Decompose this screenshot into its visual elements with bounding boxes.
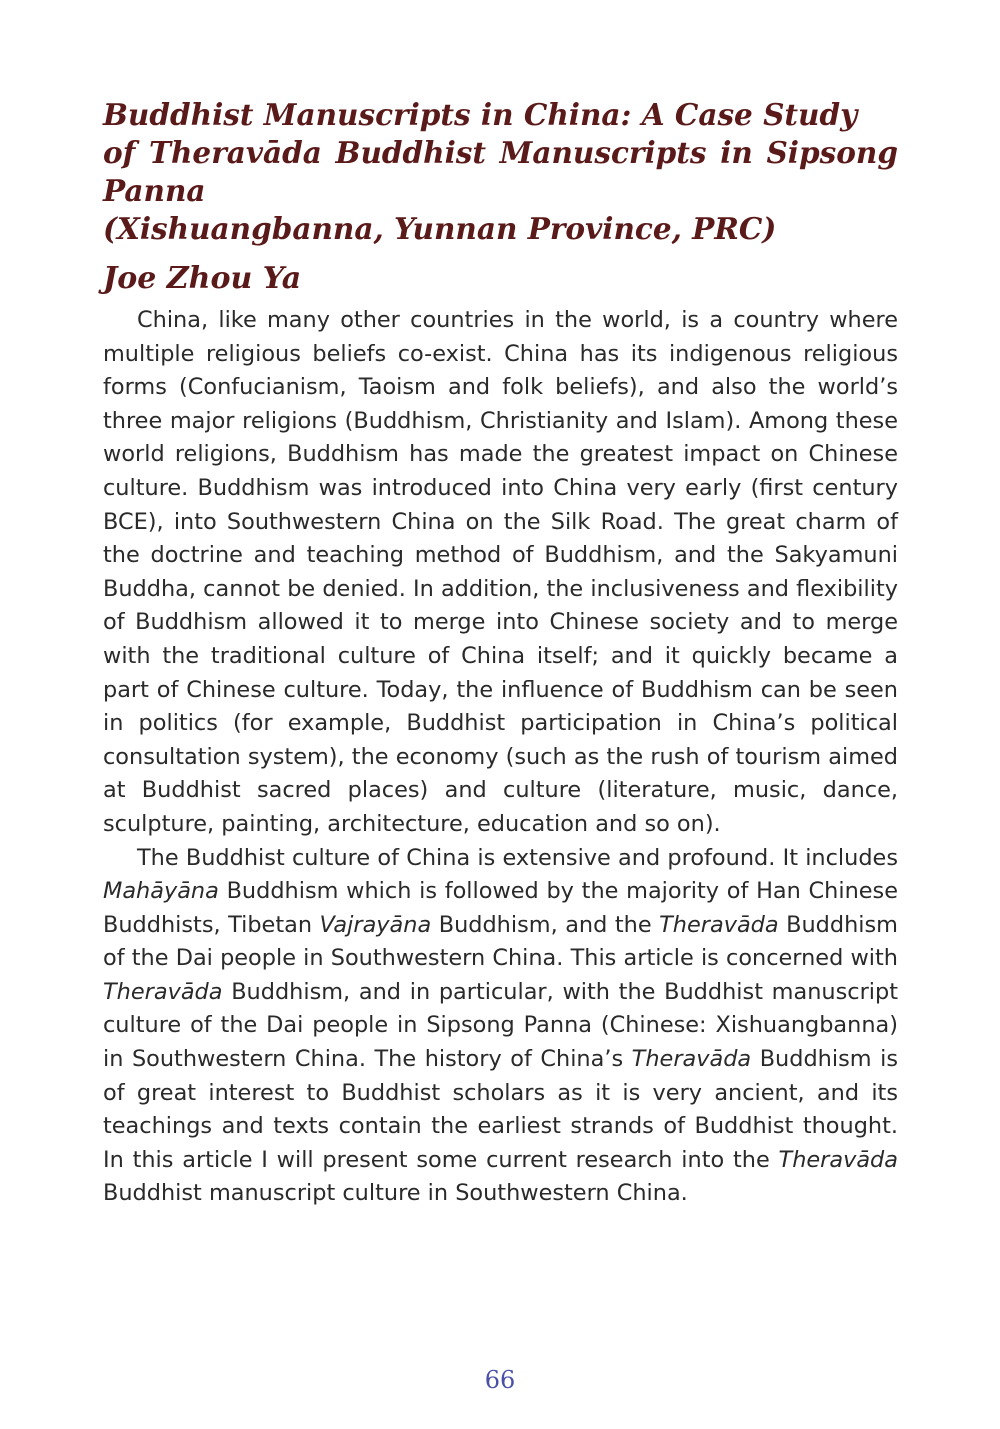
author-name: Joe Zhou Ya bbox=[103, 261, 302, 296]
p2-term-theravada-2: Theravāda bbox=[103, 978, 223, 1005]
p2-text-7: Buddhist manuscript culture in Southwestern China. bbox=[103, 1180, 688, 1207]
page-number: 66 bbox=[484, 1366, 516, 1394]
p2-term-theravada-4: Theravāda bbox=[778, 1146, 898, 1173]
p2-term-vajrayana: Vajrayāna bbox=[319, 911, 432, 938]
p2-text-1: The Buddhist culture of China is extensive and profound. It includes bbox=[137, 844, 898, 871]
title-line-3: (Xishuangbanna, Yunnan Province, PRC) bbox=[103, 211, 777, 246]
p2-text-4: Buddhism of the Dai people in Southwestern China. This article is concerned with bbox=[103, 911, 898, 972]
paragraph-2 bbox=[103, 842, 898, 1212]
title-line-1: Buddhist Manuscripts in China: A Case Study bbox=[103, 97, 858, 132]
title-line-2: of Theravāda Buddhist Manuscripts in Sipsong Panna bbox=[103, 135, 898, 208]
p2-term-theravada-1: Theravāda bbox=[659, 911, 779, 938]
p2-text-2: Buddhism which is followed by the majority of Han Chinese Buddhists, Tibetan bbox=[103, 878, 898, 938]
article-page bbox=[103, 96, 898, 1211]
p2-text-3: Buddhism, and the bbox=[431, 911, 660, 938]
p2-term-mahayana: Mahāyāna bbox=[103, 878, 219, 905]
p2-text-6: Buddhism is of great interest to Buddhist scholars as it is very ancient, and its teachings and texts contain the earliest strands of Buddhist thought. In this article I will present some current research into the bbox=[103, 1046, 898, 1173]
paragraph-1: China, like many other countries in the world, is a country where multiple religious beliefs co-exist. China has its indigenous religious forms (Confucianism, Taoism and folk beliefs), and also the world’s three major religions (Buddhism, Christianity and Islam). Among these world religions, Buddhism has made the greatest impact on Chinese culture. Buddhism was introduced into China very early (first century BCE), into Southwestern China on the Silk Road. The great charm of the doctrine and teaching method of Buddhism, and the Sakyamuni Buddha, cannot be denied. In addition, the inclusiveness and flexibility of Buddhism allowed it to merge into Chinese society and to merge with the traditional culture of China itself; and it quickly became a part of Chinese culture. Today, the influence of Buddhism can be seen in politics (for example, Buddhist participation in China’s political consultation system), the economy (such as the rush of tourism aimed at Buddhist sacred places) and culture (literature, music, dance, sculpture, painting, architecture, education and so on). bbox=[103, 307, 898, 837]
p2-term-theravada-3: Theravāda bbox=[631, 1046, 752, 1073]
article-title bbox=[103, 96, 898, 248]
p2-text-5: Buddhism, and in particular, with the Buddhist manuscript culture of the Dai people in Sipsong Panna (Chinese: Xishuangbanna) in Southwestern China. The history of China’s bbox=[103, 978, 898, 1073]
